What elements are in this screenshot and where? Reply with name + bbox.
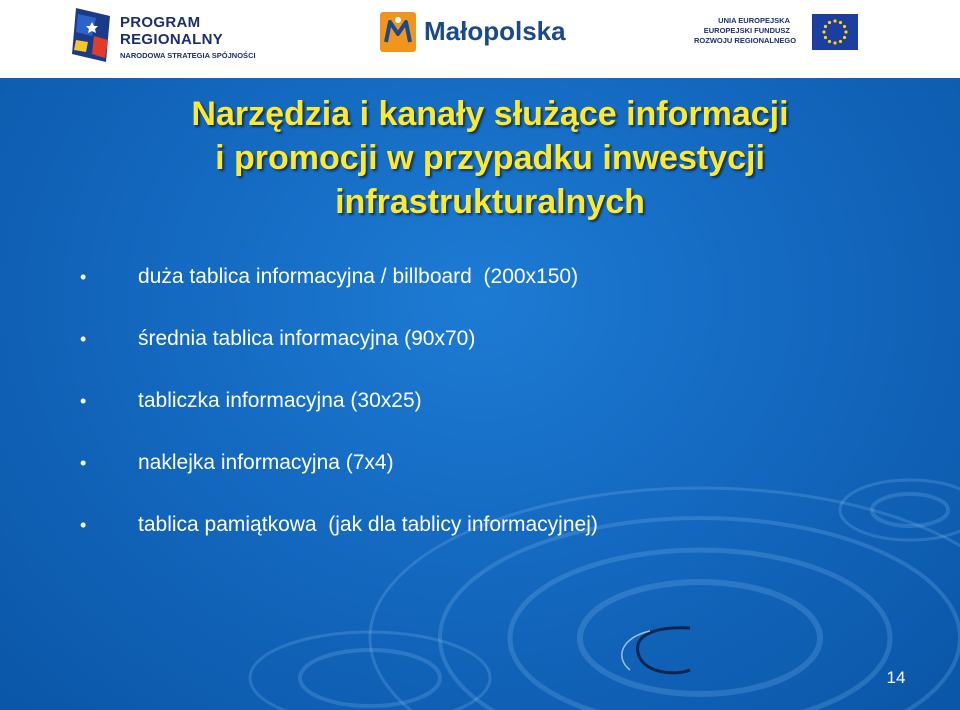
bullet-item — [80, 448, 900, 510]
malopolska-emblem-icon — [380, 12, 416, 52]
program-logo-line1: PROGRAM — [120, 14, 201, 31]
eu-star — [822, 30, 825, 33]
eu-flag-icon — [812, 14, 858, 50]
eu-star — [833, 41, 836, 44]
eu-star — [843, 36, 846, 39]
eu-logo-line1: UNIA EUROPEJSKA — [718, 16, 790, 25]
malopolska-name: Małopolska — [424, 16, 566, 46]
bullet-text: tablica pamiątkowa (jak dla tablicy informacyjnej) — [138, 513, 598, 536]
eu-star — [824, 36, 827, 39]
bullet-marker: • — [80, 267, 87, 287]
title-line-1: Narzędzia i kanały służące informacji — [191, 95, 789, 133]
eu-logo-line2: EUROPEJSKI FUNDUSZ — [703, 26, 790, 35]
bullet-marker: • — [80, 391, 87, 411]
title-line-3: infrastrukturalnych — [335, 183, 645, 221]
bullet-text: duża tablica informacyjna / billboard (200x150) — [138, 265, 579, 288]
bullet-marker: • — [80, 453, 87, 473]
eu-star — [828, 21, 831, 24]
malopolska-logo — [380, 12, 570, 58]
bullet-item — [80, 262, 900, 324]
bullet-text: naklejka informacyjna (7x4) — [138, 451, 394, 474]
program-regionalny-logo — [70, 6, 260, 70]
bullet-marker: • — [80, 515, 87, 535]
bullet-list — [80, 262, 900, 572]
page-number: 14 — [886, 668, 906, 687]
eu-star — [843, 25, 846, 28]
bullet-marker: • — [80, 329, 87, 349]
eu-logo — [694, 12, 864, 58]
eu-star — [824, 25, 827, 28]
program-logo-line2: REGIONALNY — [120, 31, 224, 48]
bullet-item — [80, 510, 900, 572]
program-logo-line3: NARODOWA STRATEGIA SPÓJNOŚCI — [120, 51, 256, 60]
bullet-item — [80, 324, 900, 386]
eu-logo-line3: ROZWOJU REGIONALNEGO — [694, 36, 797, 45]
bullet-text: średnia tablica informacyjna (90x70) — [138, 327, 476, 350]
bullet-text: tabliczka informacyjna (30x25) — [138, 389, 422, 412]
eu-star — [833, 19, 836, 22]
eu-star — [828, 40, 831, 43]
bullet-item — [80, 386, 900, 448]
slide-title — [60, 92, 920, 224]
eu-star — [839, 40, 842, 43]
program-regionalny-emblem-icon — [70, 6, 114, 64]
title-line-2: i promocji w przypadku inwestycji — [215, 139, 765, 177]
logo-band — [0, 0, 960, 78]
eu-logo-text — [694, 16, 797, 46]
eu-star — [839, 21, 842, 24]
eu-star — [844, 30, 847, 33]
